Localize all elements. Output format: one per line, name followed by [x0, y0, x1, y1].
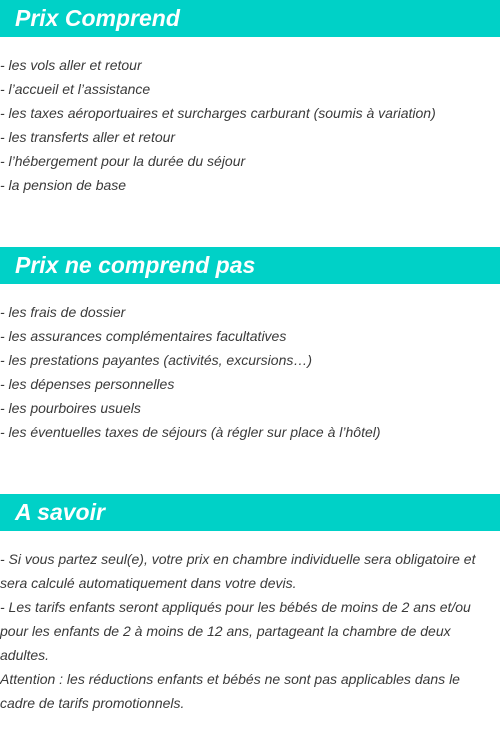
- list-item: - la pension de base: [0, 177, 127, 193]
- list-item: - les dépenses personnelles: [0, 376, 175, 392]
- price-includes-heading: Prix Comprend: [0, 0, 500, 37]
- info-paragraph-children: - Les tarifs enfants seront appliqués pour les bébés de moins de 2 ans et/ou pour les enfants de 2 à moins de 12 ans, partageant la chambre de deux adultes.: [0, 599, 471, 663]
- price-excludes-section: [0, 247, 500, 444]
- price-includes-list: [0, 53, 500, 197]
- list-item: - les vols aller et retour: [0, 57, 142, 73]
- price-includes-section: [0, 0, 500, 197]
- good-to-know-body: [0, 547, 500, 715]
- list-item: - les prestations payantes (activités, excursions…): [0, 352, 313, 368]
- price-excludes-heading: Prix ne comprend pas: [0, 247, 500, 284]
- list-item: - les frais de dossier: [0, 304, 126, 320]
- list-item: - les taxes aéroportuaires et surcharges carburant (soumis à variation): [0, 105, 436, 121]
- good-to-know-heading: A savoir: [0, 494, 500, 531]
- list-item: - l’accueil et l’assistance: [0, 81, 151, 97]
- list-item: - les assurances complémentaires facultatives: [0, 328, 287, 344]
- list-item: - les transferts aller et retour: [0, 129, 176, 145]
- list-item: - les éventuelles taxes de séjours (à régler sur place à l’hôtel): [0, 424, 381, 440]
- good-to-know-section: [0, 494, 500, 715]
- list-item: - l’hébergement pour la durée du séjour: [0, 153, 246, 169]
- price-excludes-list: [0, 300, 500, 444]
- list-item: - les pourboires usuels: [0, 400, 141, 416]
- info-paragraph-solo: - Si vous partez seul(e), votre prix en chambre individuelle sera obligatoire et sera calculé automatiquement dans votre devis.: [0, 551, 476, 591]
- info-paragraph-warning: Attention : les réductions enfants et bébés ne sont pas applicables dans le cadre de tarifs promotionnels.: [0, 671, 460, 711]
